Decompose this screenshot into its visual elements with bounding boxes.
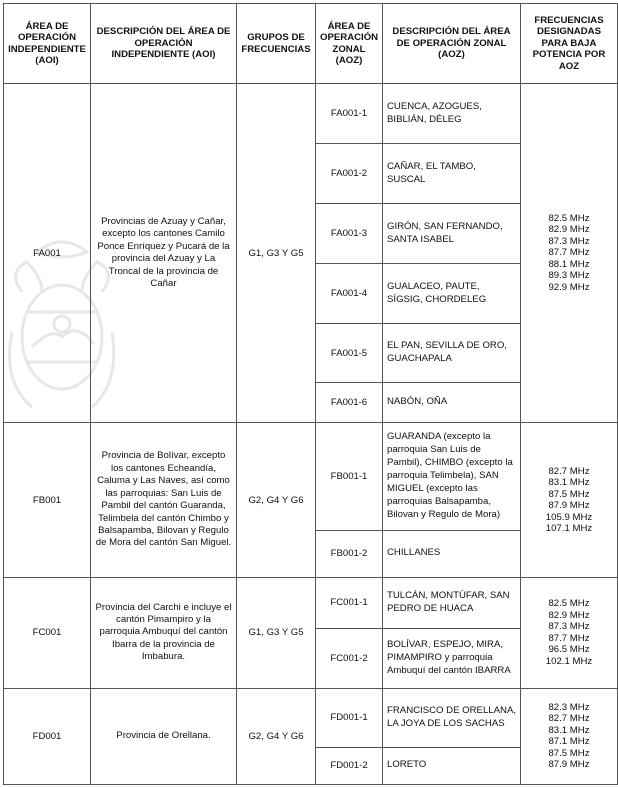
frequency-value: 83.1 MHz bbox=[548, 477, 590, 489]
aoz-description: GIRÓN, SAN FERNANDO, SANTA ISABEL bbox=[383, 204, 521, 264]
aoz-description: CUENCA, AZOGUES, BIBLIÁN, DÉLEG bbox=[383, 84, 521, 144]
aoi-code: FB001 bbox=[4, 423, 91, 577]
frequency-value: 107.1 MHz bbox=[545, 523, 593, 535]
aoi-description: Provincia de Orellana. bbox=[91, 688, 237, 784]
aoz-description: GUARANDA (excepto la parroquia San Luis de Pambil), CHIMBO (excepto la parroquia Telimbela), SAN MIGUEL (excepto las parroquias Balsapamba, Bilovan y Regulo de Mora) bbox=[383, 423, 521, 530]
frequency-groups: G2, G4 Y G6 bbox=[237, 423, 316, 577]
table-row bbox=[4, 84, 618, 144]
frequency-value: 82.5 MHz bbox=[548, 598, 590, 610]
aoz-description: NABÓN, OÑA bbox=[383, 383, 521, 423]
aoi-description: Provincia de Bolívar, excepto los cantones Echeandía, Caluma y Las Naves, así como las parroquias: San Luis de Pambil del cantón Guaranda, Telimbela del cantón Chimbo y Balsapamba, Bilovan y Regulo de Mora del cantón San Miguel. bbox=[91, 423, 237, 577]
frequency-groups: G1, G3 Y G5 bbox=[237, 577, 316, 688]
frequency-value: 87.5 MHz bbox=[548, 747, 590, 759]
frequency-value: 96.5 MHz bbox=[548, 644, 590, 656]
aoi-description: Provincias de Azuay y Cañar, excepto los cantones Camilo Ponce Enríquez y Pucará de la provincia del Azuay y La Troncal de la provincia de Cañar bbox=[91, 84, 237, 423]
frequency-groups: G2, G4 Y G6 bbox=[237, 688, 316, 784]
aoz-description: TULCÁN, MONTÚFAR, SAN PEDRO DE HUACA bbox=[383, 577, 521, 628]
aoz-code: FD001-1 bbox=[316, 688, 383, 747]
frequency-value: 105.9 MHz bbox=[545, 511, 593, 523]
frequency-value: 92.9 MHz bbox=[548, 281, 590, 293]
frequency-value: 82.3 MHz bbox=[548, 701, 590, 713]
aoz-code: FA001-5 bbox=[316, 324, 383, 383]
aoz-code: FC001-2 bbox=[316, 628, 383, 688]
aoi-code: FA001 bbox=[4, 84, 91, 423]
frequency-list bbox=[521, 688, 618, 784]
frequency-list bbox=[521, 84, 618, 423]
aoz-code: FD001-2 bbox=[316, 747, 383, 784]
frequency-value: 102.1 MHz bbox=[545, 655, 593, 667]
frequency-value: 87.3 MHz bbox=[548, 621, 590, 633]
frequency-value: 89.3 MHz bbox=[548, 270, 590, 282]
frequency-groups: G1, G3 Y G5 bbox=[237, 84, 316, 423]
frequency-list bbox=[521, 423, 618, 577]
aoz-code: FA001-4 bbox=[316, 264, 383, 324]
header-aoz-description: DESCRIPCIÓN DEL ÁREA DE OPERACIÓN ZONAL (AOZ) bbox=[383, 4, 521, 84]
aoz-description: CAÑAR, EL TAMBO, SUSCAL bbox=[383, 144, 521, 204]
header-aoi-description: DESCRIPCIÓN DEL ÁREA DE OPERACIÓN INDEPENDIENTE (AOI) bbox=[91, 4, 237, 84]
table-row bbox=[4, 688, 618, 747]
frequency-value: 88.1 MHz bbox=[548, 258, 590, 270]
aoz-code: FA001-2 bbox=[316, 144, 383, 204]
frequency-value: 83.1 MHz bbox=[548, 724, 590, 736]
aoz-description: LORETO bbox=[383, 747, 521, 784]
aoz-code: FA001-3 bbox=[316, 204, 383, 264]
aoz-code: FC001-1 bbox=[316, 577, 383, 628]
aoi-code: FC001 bbox=[4, 577, 91, 688]
frequency-value: 82.7 MHz bbox=[548, 465, 590, 477]
frequency-value: 82.7 MHz bbox=[548, 713, 590, 725]
aoz-description: FRANCISCO DE ORELLANA, LA JOYA DE LOS SACHAS bbox=[383, 688, 521, 747]
header-aoz: ÁREA DE OPERACIÓN ZONAL (AOZ) bbox=[316, 4, 383, 84]
aoz-code: FB001-2 bbox=[316, 530, 383, 577]
frequency-value: 87.9 MHz bbox=[548, 759, 590, 771]
aoi-code: FD001 bbox=[4, 688, 91, 784]
frequency-value: 82.9 MHz bbox=[548, 224, 590, 236]
table-header-row bbox=[4, 4, 618, 84]
aoz-description: GUALACEO, PAUTE, SÍGSIG, CHORDELEG bbox=[383, 264, 521, 324]
header-frequency-groups: GRUPOS DE FRECUENCIAS bbox=[237, 4, 316, 84]
aoi-description: Provincia del Carchi e incluye el cantón Pimampiro y la parroquia Ambuquí del cantón Ibarra de la provincia de Imbabura. bbox=[91, 577, 237, 688]
frequency-value: 87.9 MHz bbox=[548, 500, 590, 512]
aoz-code: FA001-6 bbox=[316, 383, 383, 423]
frequency-value: 87.3 MHz bbox=[548, 235, 590, 247]
aoz-code: FA001-1 bbox=[316, 84, 383, 144]
aoz-description: CHILLANES bbox=[383, 530, 521, 577]
frequency-table bbox=[3, 3, 618, 785]
aoz-description: EL PAN, SEVILLA DE ORO, GUACHAPALA bbox=[383, 324, 521, 383]
aoz-description: BOLÍVAR, ESPEJO, MIRA, PIMAMPIRO y parroquia Ambuquí del cantón IBARRA bbox=[383, 628, 521, 688]
frequency-value: 82.9 MHz bbox=[548, 609, 590, 621]
table-row bbox=[4, 423, 618, 530]
header-aoi: ÁREA DE OPERACIÓN INDEPENDIENTE (AOI) bbox=[4, 4, 91, 84]
frequency-value: 87.1 MHz bbox=[548, 736, 590, 748]
aoz-code: FB001-1 bbox=[316, 423, 383, 530]
frequency-value: 87.5 MHz bbox=[548, 488, 590, 500]
frequency-value: 87.7 MHz bbox=[548, 632, 590, 644]
frequency-value: 87.7 MHz bbox=[548, 247, 590, 259]
frequency-value: 82.5 MHz bbox=[548, 212, 590, 224]
header-designated-frequencies: FRECUENCIAS DESIGNADAS PARA BAJA POTENCIA POR AOZ bbox=[521, 4, 618, 84]
frequency-list bbox=[521, 577, 618, 688]
table-row bbox=[4, 577, 618, 628]
